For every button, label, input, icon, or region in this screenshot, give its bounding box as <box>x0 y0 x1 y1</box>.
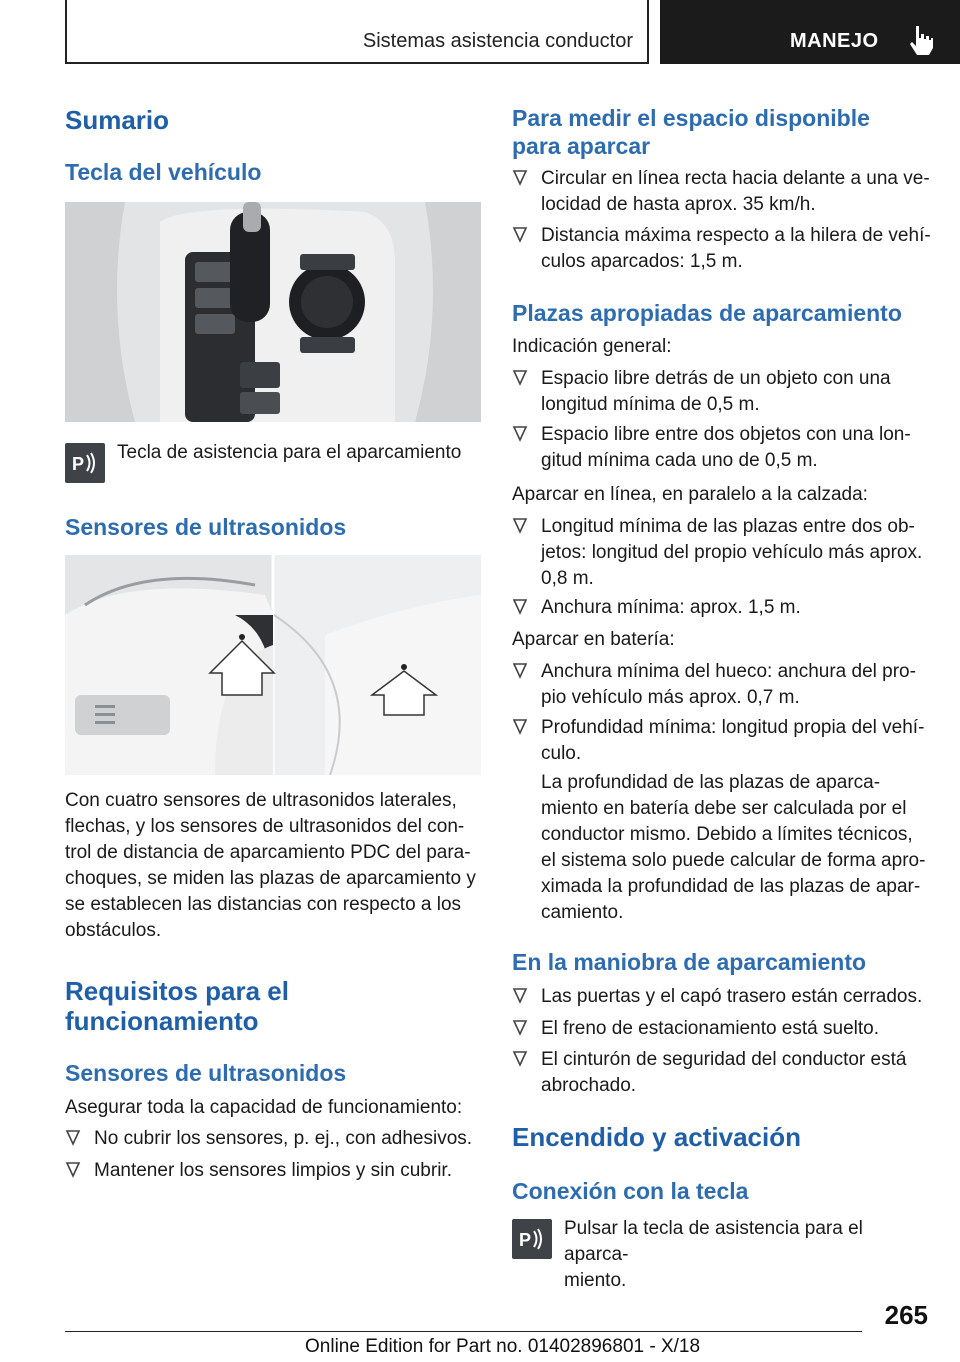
parking-assist-key-icon <box>65 443 105 483</box>
page-number: 265 <box>884 1300 928 1330</box>
sensores-line: se establecen las distancias con respecto a los <box>65 894 462 915</box>
triangle-bullet-icon <box>512 718 528 736</box>
list-item-text: Las puertas y el capó trasero están cerrados. <box>541 986 923 1007</box>
triangle-bullet-icon <box>512 169 528 187</box>
list-item-text: Mantener los sensores limpios y sin cubrir. <box>94 1160 452 1181</box>
heading-line: Para medir el espacio disponible <box>512 105 870 131</box>
list-item-text: No cubrir los sensores, p. ej., con adhesivos. <box>94 1128 473 1149</box>
heading-conexion: Conexión con la tecla <box>512 1178 749 1204</box>
heading-line: Requisitos para el <box>65 976 289 1006</box>
heading-line: funcionamiento <box>65 1006 259 1036</box>
hand-pointer-icon <box>907 24 935 56</box>
list-item-text: Espacio libre entre dos objetos con una lon- gitud mínima cada uno de 0,5 m. <box>541 424 911 471</box>
heading-tecla-vehiculo: Tecla del vehículo <box>65 159 262 185</box>
triangle-bullet-icon <box>512 517 528 535</box>
triangle-bullet-icon <box>512 425 528 443</box>
list-item <box>512 715 932 767</box>
heading-requisitos <box>65 976 289 1036</box>
list-item-text: Longitud mínima de las plazas entre dos ob- jetos: longitud del propio vehículo más aprox. 0,8 m. <box>541 516 923 589</box>
list-item <box>512 659 932 711</box>
indicacion-text: Indicación general: <box>512 336 672 357</box>
header-chapter-tab[interactable] <box>660 0 960 64</box>
heading-sensores: Sensores de ultrasonidos <box>65 514 347 540</box>
asegurar-text: Asegurar toda la capacidad de funcionamiento: <box>65 1097 463 1118</box>
photo-car-sensors <box>65 555 481 775</box>
list-item <box>512 1016 932 1042</box>
heading-sumario: Sumario <box>65 105 170 135</box>
triangle-bullet-icon <box>512 1019 528 1037</box>
list-item-text: Circular en línea recta hacia delante a una ve- locidad de hasta aprox. 35 km/h. <box>541 168 930 215</box>
list-item <box>65 1158 481 1184</box>
triangle-bullet-icon <box>512 369 528 387</box>
heading-line: para aparcar <box>512 133 651 159</box>
list-item-text: Espacio libre detrás de un objeto con una longitud mínima de 0,5 m. <box>541 368 891 415</box>
svg-text:P: P <box>519 1230 532 1250</box>
linea-intro: Aparcar en línea, en paralelo a la calzada: <box>512 484 868 505</box>
list-item-text: Anchura mínima del hueco: anchura del pro- pio vehículo más aprox. 0,7 m. <box>541 661 916 708</box>
svg-text:P: P <box>72 454 85 474</box>
photo-center-console <box>65 202 481 422</box>
list-item-text: El cinturón de seguridad del conductor está abrochado. <box>541 1049 907 1096</box>
list-item <box>512 595 932 621</box>
sensores-line: trol de distancia de aparcamiento PDC del para- <box>65 842 471 863</box>
list-item <box>65 1126 481 1152</box>
heading-sensores-2: Sensores de ultrasonidos <box>65 1060 347 1086</box>
heading-encendido: Encendido y activación <box>512 1122 801 1152</box>
sensores-line: obstáculos. <box>65 920 162 941</box>
triangle-bullet-icon <box>65 1129 81 1147</box>
heading-maniobra: En la maniobra de aparcamiento <box>512 949 867 975</box>
sensores-line: flechas, y los sensores de ultrasonidos del con- <box>65 816 465 837</box>
triangle-bullet-icon <box>65 1161 81 1179</box>
header-section-box <box>65 0 649 64</box>
sensores-line: Con cuatro sensores de ultrasonidos laterales, <box>65 790 457 811</box>
header-section-title: Sistemas asistencia conductor <box>362 30 633 52</box>
bateria-intro: Aparcar en batería: <box>512 629 675 650</box>
header-chapter-label: MANEJO <box>790 30 879 52</box>
list-item <box>512 223 932 275</box>
list-item <box>512 984 932 1010</box>
list-item <box>512 422 932 474</box>
list-item-text: Distancia máxima respecto a la hilera de vehí- culos aparcados: 1,5 m. <box>541 225 931 272</box>
heading-plazas: Plazas apropiadas de aparcamiento <box>512 300 902 326</box>
triangle-bullet-icon <box>512 598 528 616</box>
list-item-text: Profundidad mínima: longitud propia del vehí- culo. <box>541 717 925 764</box>
footer-edition: Online Edition for Part no. 01402896801 - X/18 <box>305 1336 701 1357</box>
list-item-text: Anchura mínima: aprox. 1,5 m. <box>541 597 801 618</box>
heading-medir <box>512 104 870 160</box>
list-item <box>512 166 932 218</box>
bateria-note: La profundidad de las plazas de aparca- miento en batería debe ser calculada por el conductor mismo. Debido a límites técnicos, el sistema solo puede calcular de forma apro- ximada la profundidad de las plazas de apar- camiento. <box>541 772 926 923</box>
triangle-bullet-icon <box>512 662 528 680</box>
list-item <box>512 514 932 592</box>
list-item-text: El freno de estacionamiento está suelto. <box>541 1018 879 1039</box>
footer-divider <box>65 1331 862 1332</box>
tecla-caption: Tecla de asistencia para el aparcamiento <box>117 442 462 463</box>
parking-assist-key-icon <box>512 1219 552 1259</box>
triangle-bullet-icon <box>512 1050 528 1068</box>
triangle-bullet-icon <box>512 987 528 1005</box>
list-item <box>512 1047 932 1099</box>
sensores-line: choques, se miden las plazas de aparcamiento y <box>65 868 476 889</box>
list-item <box>512 366 932 418</box>
conexion-text: Pulsar la tecla de asistencia para el aparca- miento. <box>564 1218 863 1291</box>
sensores-description <box>65 788 481 944</box>
triangle-bullet-icon <box>512 226 528 244</box>
